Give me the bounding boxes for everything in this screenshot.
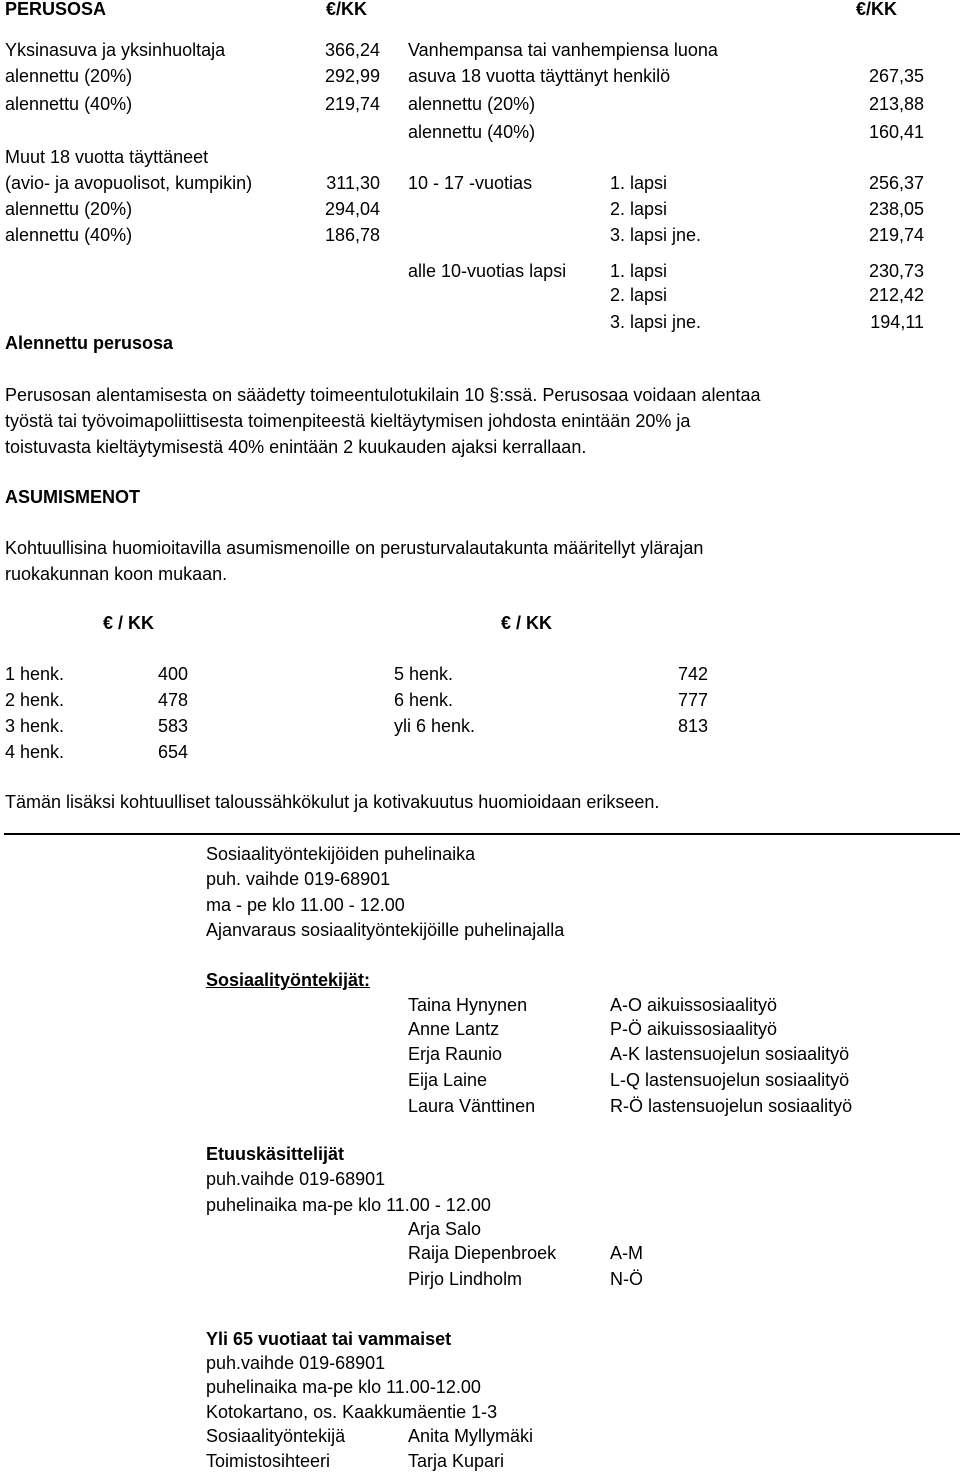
reduced-heading: Alennettu perusosa (5, 333, 174, 353)
household-size: 4 henk. (5, 742, 65, 762)
benefits-handler-name: Pirjo Lindholm (408, 1269, 523, 1289)
elderly-info-line: puh.vaihde 019-68901 (206, 1353, 386, 1373)
child-order: 1. lapsi (610, 261, 668, 281)
column-header-right: €/KK (856, 0, 898, 19)
left-row-value: 219,74 (324, 94, 380, 114)
worker-name: Laura Vänttinen (408, 1096, 536, 1116)
note-line: työstä tai työvoimapoliittisesta toimenpiteestä kieltäytymisen johdosta enintään 20% ja (5, 411, 691, 431)
household-size: 2 henk. (5, 690, 65, 710)
housing-column-header-right: € / KK (501, 613, 553, 633)
child-value: 238,05 (868, 199, 924, 219)
section-title-asumismenot: ASUMISMENOT (5, 487, 140, 507)
right-row-value: 267,35 (868, 66, 924, 86)
housing-limit: 813 (678, 716, 709, 736)
child-value: 230,73 (868, 261, 924, 281)
elderly-info-line: Kotokartano, os. Kaakkumäentie 1-3 (206, 1402, 498, 1422)
right-row-label: alennettu (40%) (408, 122, 536, 142)
section-title-perusosa: PERUSOSA (5, 0, 107, 19)
benefits-hours: puhelinaika ma-pe klo 11.00 - 12.00 (206, 1195, 491, 1215)
staff-name: Tarja Kupari (408, 1451, 505, 1471)
housing-limit: 777 (678, 690, 709, 710)
benefits-phone: puh.vaihde 019-68901 (206, 1169, 386, 1189)
worker-role: A-O aikuissosiaalityö (610, 995, 778, 1015)
left-row-value: 186,78 (324, 225, 380, 245)
benefits-handler-range: A-M (610, 1243, 643, 1263)
child-value: 219,74 (868, 225, 924, 245)
left-row-label: alennettu (20%) (5, 199, 133, 219)
left-row-value: 311,30 (326, 173, 380, 193)
worker-name: Taina Hynynen (408, 995, 528, 1015)
section-divider (4, 833, 960, 835)
benefits-handler-name: Arja Salo (408, 1219, 482, 1239)
left-row-label: Muut 18 vuotta täyttäneet (5, 147, 209, 167)
child-order: 3. lapsi jne. (610, 225, 702, 245)
benefits-handler-range: N-Ö (610, 1269, 643, 1289)
housing-intro-line: Kohtuullisina huomioitavilla asumismenoille on perusturvalautakunta määritellyt ylärajan (5, 538, 704, 558)
housing-limit: 583 (158, 716, 189, 736)
elderly-heading: Yli 65 vuotiaat tai vammaiset (206, 1329, 452, 1349)
housing-limit: 400 (158, 664, 189, 684)
staff-title: Sosiaalityöntekijä (206, 1426, 346, 1446)
note-line: toistuvasta kieltäytymisestä 40% enintään 2 kuukauden ajaksi kerrallaan. (5, 437, 587, 457)
right-row-label: Vanhempansa tai vanhempiensa luona (408, 40, 718, 60)
right-row-label: asuva 18 vuotta täyttänyt henkilö (408, 66, 671, 86)
housing-limit: 654 (158, 742, 189, 762)
left-row-label: Yksinasuva ja yksinhuoltaja (5, 40, 226, 60)
left-row-label: alennettu (20%) (5, 66, 133, 86)
child-order: 2. lapsi (610, 199, 668, 219)
note-line: Perusosan alentamisesta on säädetty toimeentulotukilain 10 §:ssä. Perusosaa voidaan alentaa (5, 385, 761, 405)
housing-limit: 742 (678, 664, 709, 684)
worker-role: P-Ö aikuissosiaalityö (610, 1019, 778, 1039)
child-value: 194,11 (870, 312, 924, 332)
child-order: 1. lapsi (610, 173, 668, 193)
phone-hours-line: puh. vaihde 019-68901 (206, 869, 391, 889)
phone-hours-line: Ajanvaraus sosiaalityöntekijöille puhelinajalla (206, 920, 565, 940)
social-workers-heading: Sosiaalityöntekijät: (206, 970, 371, 990)
household-size: yli 6 henk. (394, 716, 476, 736)
staff-name: Anita Myllymäki (408, 1426, 534, 1446)
housing-intro-line: ruokakunnan koon mukaan. (5, 564, 228, 584)
column-header-left: €/KK (326, 0, 368, 19)
child-order: 3. lapsi jne. (610, 312, 702, 332)
staff-title: Toimistosihteeri (206, 1451, 331, 1471)
worker-name: Anne Lantz (408, 1019, 500, 1039)
child-value: 212,42 (868, 285, 924, 305)
left-row-label: (avio- ja avopuolisot, kumpikin) (5, 173, 253, 193)
housing-column-header-left: € / KK (103, 613, 155, 633)
right-row-value: 213,88 (868, 94, 924, 114)
worker-role: L-Q lastensuojelun sosiaalityö (610, 1070, 850, 1090)
household-size: 5 henk. (394, 664, 454, 684)
child-order: 2. lapsi (610, 285, 668, 305)
household-size: 1 henk. (5, 664, 65, 684)
housing-limit: 478 (158, 690, 189, 710)
age-group-under-10-label: alle 10-vuotias lapsi (408, 261, 567, 281)
right-row-label: alennettu (20%) (408, 94, 536, 114)
left-row-label: alennettu (40%) (5, 94, 133, 114)
right-row-value: 160,41 (868, 122, 924, 142)
elderly-info-line: puhelinaika ma-pe klo 11.00-12.00 (206, 1377, 481, 1397)
household-size: 3 henk. (5, 716, 65, 736)
age-group-10-17-label: 10 - 17 -vuotias (408, 173, 533, 193)
benefits-heading: Etuuskäsittelijät (206, 1144, 345, 1164)
phone-hours-line: Sosiaalityöntekijöiden puhelinaika (206, 844, 476, 864)
left-row-label: alennettu (40%) (5, 225, 133, 245)
worker-name: Erja Raunio (408, 1044, 503, 1064)
worker-role: A-K lastensuojelun sosiaalityö (610, 1044, 850, 1064)
child-value: 256,37 (868, 173, 924, 193)
worker-role: R-Ö lastensuojelun sosiaalityö (610, 1096, 853, 1116)
left-row-value: 366,24 (324, 40, 380, 60)
left-row-value: 294,04 (324, 199, 380, 219)
housing-extra-note: Tämän lisäksi kohtuulliset taloussähkökulut ja kotivakuutus huomioidaan erikseen. (5, 792, 660, 812)
worker-name: Eija Laine (408, 1070, 488, 1090)
household-size: 6 henk. (394, 690, 454, 710)
left-row-value: 292,99 (324, 66, 380, 86)
benefits-handler-name: Raija Diepenbroek (408, 1243, 557, 1263)
phone-hours-line: ma - pe klo 11.00 - 12.00 (206, 895, 405, 915)
